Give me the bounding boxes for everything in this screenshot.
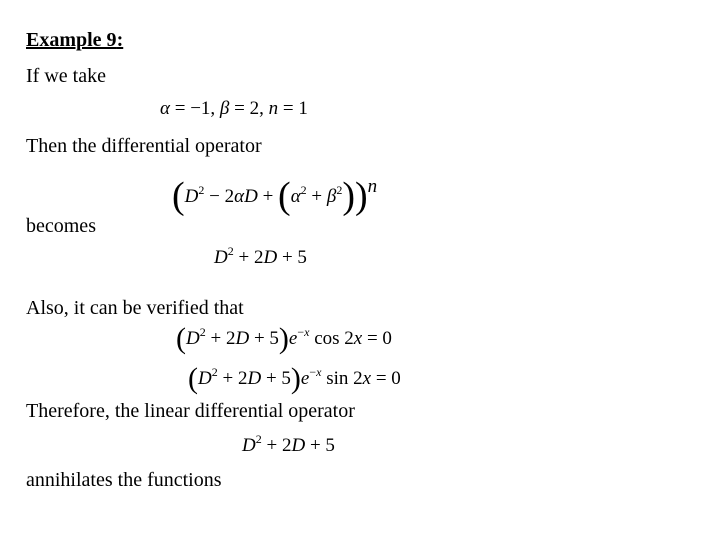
example-heading [26, 28, 123, 52]
text-if-we-take: If we take [26, 65, 106, 87]
text-then-operator: Then the differential operator [26, 135, 262, 157]
equation-general-operator: $(D^2 - 2\alpha D + (\alpha^2 + \beta^2))^n$ [172, 175, 378, 217]
equation-operator-result: $D^2 + 2D + 5$ [214, 244, 307, 268]
equation-operator-repeat: $D^2 + 2D + 5$ [242, 432, 335, 456]
text-becomes: becomes [26, 215, 96, 237]
example-heading-label: Example 9 [26, 29, 117, 51]
text-therefore: Therefore, the linear differential operator [26, 400, 355, 422]
equation-identity-cos: $(D^2 + 2D + 5)e^{-x}$ cos 2x = 0 [176, 322, 392, 355]
equation-identity-sin: $(D^2 + 2D + 5)e^{-x}$ sin 2x = 0 [188, 362, 401, 395]
text-annihilates: annihilates the functions [26, 469, 222, 491]
text-also-verified: Also, it can be verified that [26, 297, 244, 319]
equation-params: α = −1, β = 2, n = 1 [160, 98, 308, 119]
example-heading-colon: : [116, 29, 124, 51]
